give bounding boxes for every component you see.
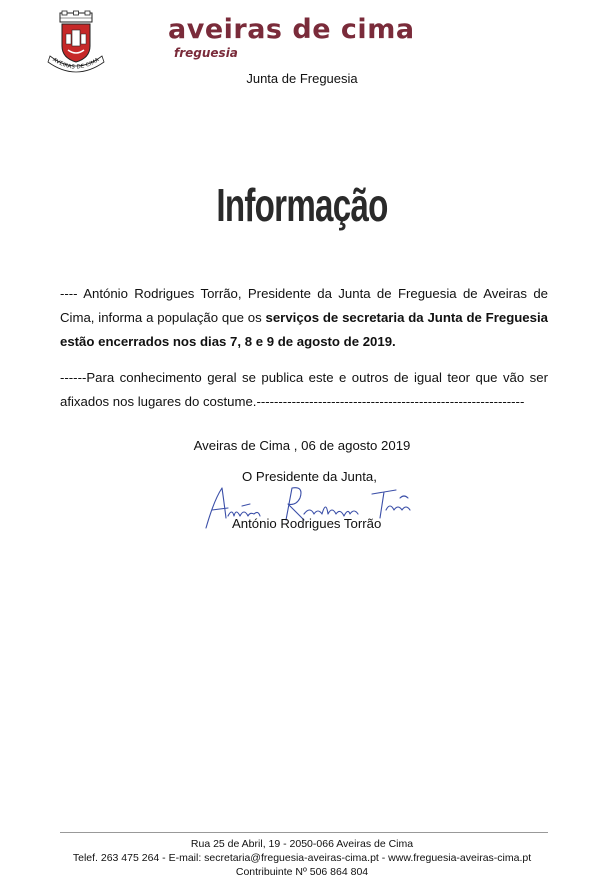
publication-paragraph: ------Para conhecimento geral se publica este e outros de igual teor que vão ser afixados nos lugares do costume.------------------------------------------------------------- [60, 370, 548, 409]
announcement-text: ---- António Rodrigues Torrão, Presidente da Junta de Freguesia de Aveiras de Cima, informa a população que os [60, 286, 548, 325]
brand-logo [168, 14, 448, 66]
office-name: Junta de Freguesia [246, 71, 358, 86]
mural-crown-icon [60, 11, 92, 22]
footer-contacts: Telef. 263 475 264 - E-mail: secretaria@freguesia-aveiras-cima.pt - www.freguesia-aveiras-cima.pt [72, 852, 532, 864]
signer-name: António Rodrigues Torrão [232, 516, 382, 531]
footer-address: Rua 25 de Abril, 19 - 2050-066 Aveiras de Cima [190, 838, 414, 850]
page-title: Informação [216, 179, 388, 231]
brand-subtitle: freguesia [174, 46, 238, 60]
place-date: Aveiras de Cima , 06 de agosto 2019 [193, 438, 411, 453]
footer-tax-id: Contribuinte Nº 506 864 804 [235, 866, 369, 878]
seal-text: AVEIRAS DE CIMA [51, 57, 101, 71]
shield-icon [62, 24, 90, 62]
announcement-emphasis: serviços de secretaria da Junta de Freguesia estão encerrados nos dias 7, 8 e 9 de agosto de 2019. [60, 310, 548, 349]
announcement-paragraph [60, 282, 548, 354]
brand-name: aveiras de cima [168, 14, 415, 45]
footer-divider [60, 832, 548, 833]
coat-of-arms-seal [44, 10, 108, 74]
closing-line: O Presidente da Junta, [242, 469, 377, 484]
